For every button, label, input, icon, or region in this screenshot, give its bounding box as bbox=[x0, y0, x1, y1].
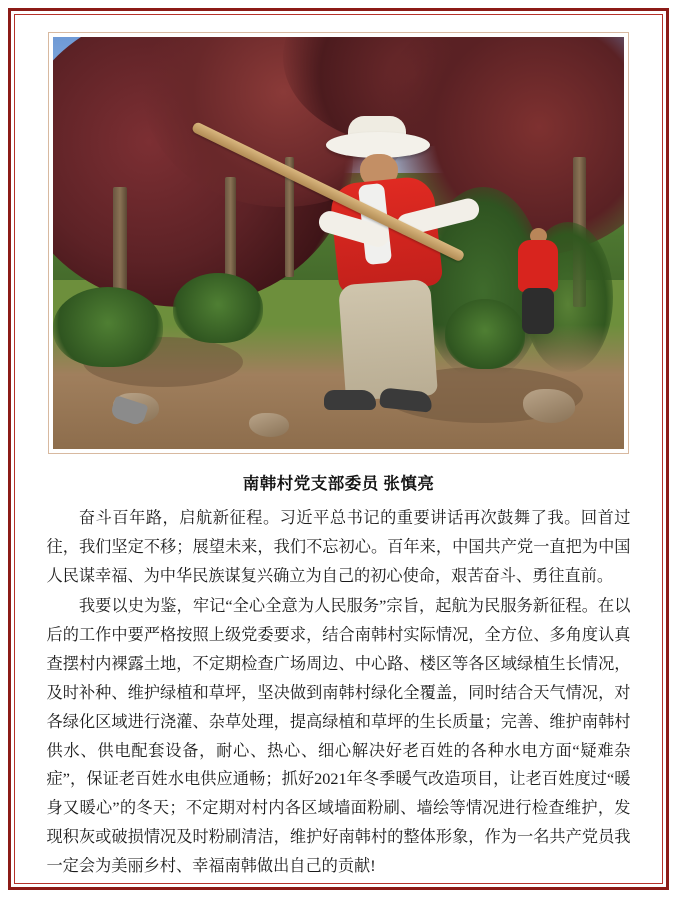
rock bbox=[249, 413, 289, 437]
photo-frame bbox=[48, 32, 629, 454]
red-volunteer-vest bbox=[518, 240, 558, 292]
shrub bbox=[53, 287, 163, 367]
volunteer-planting-photo bbox=[53, 37, 624, 449]
photo-caption: 南韩村党支部委员 张慎亮 bbox=[242, 474, 435, 493]
person-pants bbox=[338, 279, 438, 401]
document-content bbox=[30, 26, 647, 875]
body-paragraph-2: 我要以史为鉴，牢记“全心全意为人民服务”宗旨，起航为民服务新征程。在以后的工作中要严格按照上级党委要求，结合南韩村实际情况，全方位、多角度认真查摆村内裸露土地，不定期检查广场周边、中心路、楼区等各区域绿植生长情况，及时补种、维护绿植和草坪，坚决做到南韩村绿化全覆盖，同时结合天气情况，对各绿化区域进行浇灌、杂草处理，提高绿植和草坪的生长质量；完善、维护南韩村供水、供电配套设备，耐心、热心、细心解决好老百姓的各种水电方面“疑难杂症”，保证老百姓水电供应通畅；抓好2021年冬季暖气改造项目，让老百姓度过“暖身又暖心”的冬天；不定期对村内各区域墙面粉刷、墙绘等情况进行检查维护，发现积灰或破损情况及时粉刷清洁，维护好南韩村的整体形象，作为一名共产党员我一定会为美丽乡村、幸福南韩做出自己的贡献! bbox=[46, 597, 631, 875]
main-volunteer bbox=[298, 132, 508, 432]
person-shoe bbox=[324, 390, 376, 410]
body-paragraph-1: 奋斗百年路，启航新征程。习近平总书记的重要讲话再次鼓舞了我。回首过往，我们坚定不移；展望未来，我们不忘初心。百年来，中国共产党一直把为中国人民谋幸福、为中华民族谋复兴确立为自己的初心使命，艰苦奋斗、勇往直前。 bbox=[46, 509, 631, 585]
shrub bbox=[173, 273, 263, 343]
person-legs bbox=[522, 288, 554, 334]
second-volunteer bbox=[508, 232, 578, 342]
article-body bbox=[47, 504, 631, 881]
